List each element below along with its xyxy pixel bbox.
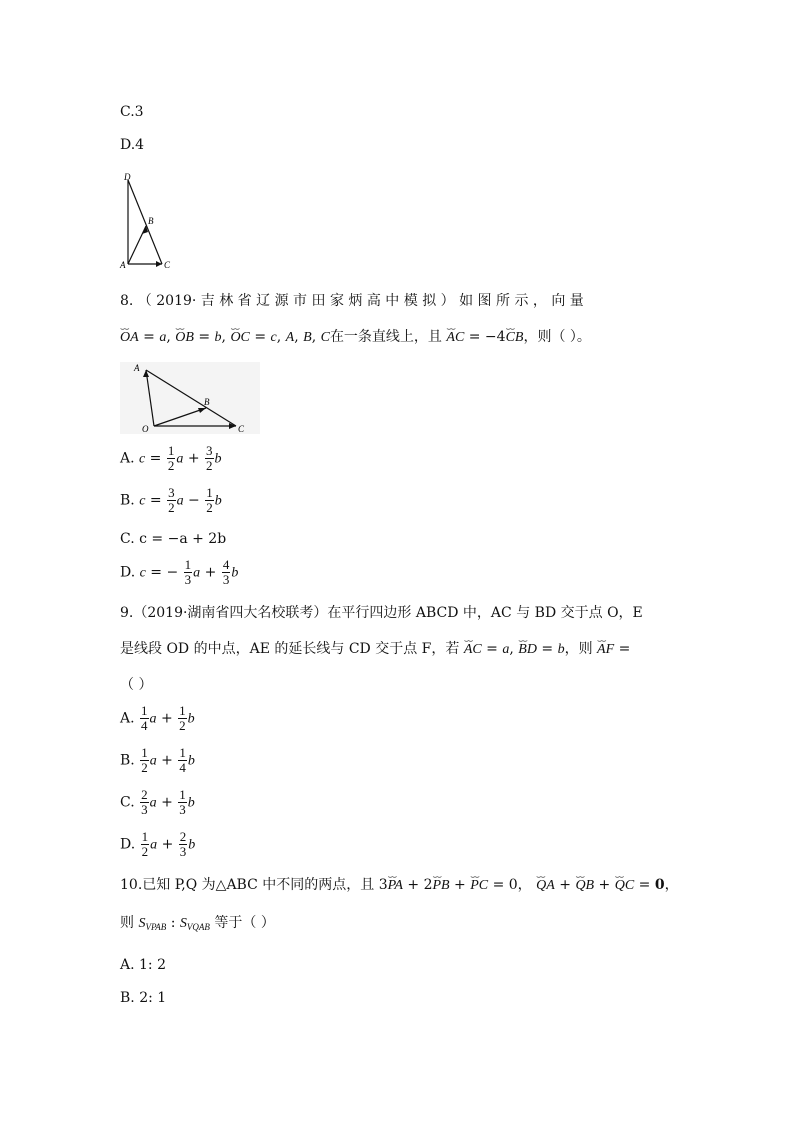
q10-option-a: A. 1: 2 — [120, 957, 166, 973]
q8-stem-text1: 在一条直线上，且 — [329, 329, 442, 345]
q9-stem-text: 是线段 OD 的中点，AE 的延长线与 CD 交于点 F，若 — [120, 641, 460, 657]
q9-stem-line1: 9.（2019·湖南省四大名校联考）在平行四边形 ABCD 中，AC 与 BD 交于点 O，E — [120, 605, 643, 621]
q9-stem-line3: （ ） — [120, 677, 153, 693]
q8-option-d: D. c = − $\frac{1}{3}$ a + $\frac{4}{3}$ b — [120, 557, 239, 587]
q10-stem-line1: 10.已知 P,Q 为△ABC 中不同的两点，且 3⌣⌣ PA + 2⌣⌣ PB + ⌣⌣ PC = 0， ⌣⌣ QA + ⌣⌣ QB + ⌣⌣ QC = 0， — [120, 876, 679, 895]
q8-option-b: B. c = $\frac{3}{2}$ a − $\frac{1}{2}$ b — [120, 485, 222, 515]
q8-stem-line2: ⌣⌣ OA = a, ⌣⌣ OB = b, ⌣⌣ OC = c, A, B, C在一条直线上，且 ⌣⌣ AC = −4⌣⌣ CB，则（ ）。 — [120, 328, 591, 347]
q8-option-a: A. c = $\frac{1}{2}$ a + $\frac{3}{2}$ b — [120, 443, 222, 473]
fig2-label-a: A — [134, 363, 140, 373]
q9-option-d: D. $\frac{1}{2}$ a + $\frac{2}{3}$ b — [120, 829, 196, 859]
q10-stem-line2: 则 $S_{VPAB}$ : $S_{VQAB}$ 等于（ ） — [120, 915, 275, 932]
q10-option-b: B. 2: 1 — [120, 990, 167, 1006]
q9-stem-tail: ，则 — [564, 641, 593, 657]
option-d-prev: D.4 — [120, 137, 145, 153]
fig1-label-a: A — [120, 260, 126, 270]
fig1-label-b: B — [148, 216, 154, 226]
q8-stem-text2: ，则（ ）。 — [523, 329, 591, 345]
q8-stem-line1: 8. （ 2019· 吉 林 省 辽 源 市 田 家 炳 高 中 模 拟 ） 如 图 所 示 ， 向 量 — [120, 293, 584, 309]
figure-triangle-dabc — [118, 168, 178, 272]
q10-stem-text: 10.已知 P,Q 为△ABC 中不同的两点，且 — [120, 877, 375, 893]
q8-option-c: C. c = −a + 2b — [120, 531, 227, 547]
fig1-label-d: D — [124, 172, 131, 182]
q9-option-b: B. $\frac{1}{2}$ a + $\frac{1}{4}$ b — [120, 745, 195, 775]
fig2-label-b: B — [204, 397, 210, 407]
q9-option-c: C. $\frac{2}{3}$ a + $\frac{1}{3}$ b — [120, 787, 195, 817]
fig1-label-c: C — [164, 260, 171, 270]
option-c-prev: C.3 — [120, 104, 144, 120]
fig2-label-c: C — [238, 424, 245, 434]
figure-triangle-oabc — [120, 362, 260, 434]
fig2-label-o: O — [142, 424, 149, 434]
q9-option-a: A. $\frac{1}{4}$ a + $\frac{1}{2}$ b — [120, 703, 195, 733]
q9-stem-line2: 是线段 OD 的中点，AE 的延长线与 CD 交于点 F，若 ⌣⌣ AC = a, ⌣⌣ BD = b，则 ⌣⌣ AF = — [120, 640, 630, 659]
